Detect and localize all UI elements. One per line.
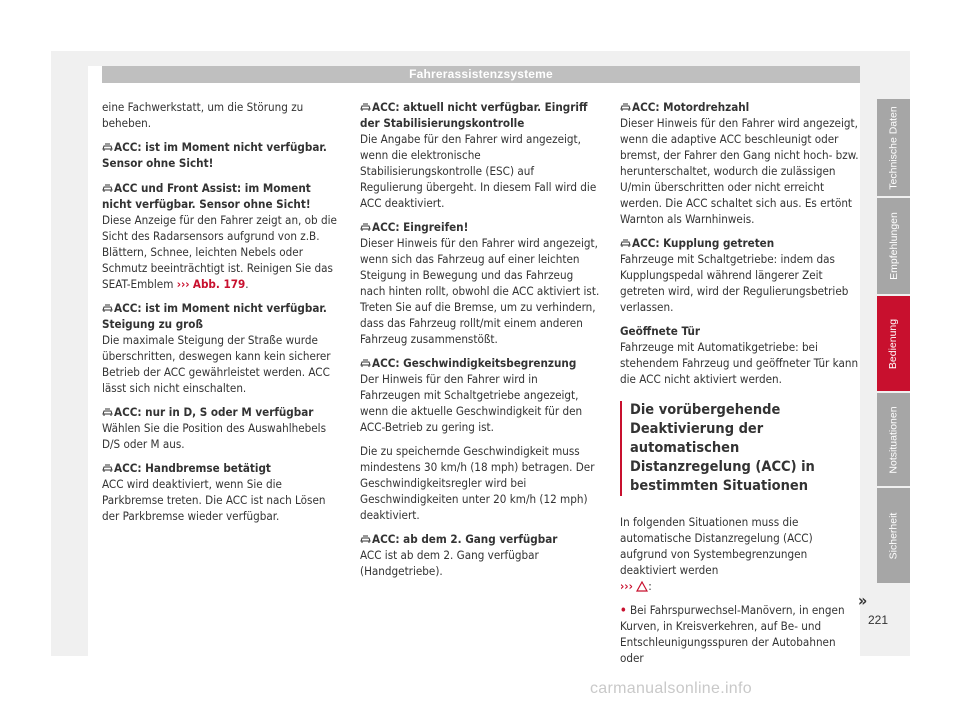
body-text: Fahrzeuge mit Schaltgetriebe: indem das Kupplungspedal während längerer Zeit getreten wird, wird der Regulierungsbetrieb verlassen. [620,252,849,314]
acc-car-icon [102,304,113,313]
acc-car-icon [102,464,113,473]
acc-message-heading: ACC: Handbremse betätigt [102,460,342,476]
acc-car-icon [620,239,631,248]
acc-car-icon [360,223,371,232]
column-left [102,99,342,532]
body-text: Die zu speichernde Geschwindigkeit muss mindestens 30 km/h (18 mph) betragen. Der Geschwindigkeitsregler wird bei Geschwindigkeiten unter 20 km/h (12 mph) deaktiviert. [360,444,595,522]
body-text: Wählen Sie die Position des Auswahlhebels D/S oder M aus. [102,421,327,451]
cross-reference-arrow: ››› [176,277,190,291]
acc-car-icon [102,143,113,152]
acc-message-heading: ACC: Geschwindigkeitsbegrenzung [360,355,600,371]
subheading-open-door: Geöffnete Tür [620,324,701,338]
acc-message-heading: ACC: ist im Moment nicht verfügbar. Sensor ohne Sicht! [102,140,327,170]
acc-message-heading: ACC: Eingreifen! [360,219,600,235]
body-text: Diese Anzeige für den Fahrer zeigt an, ob die Sicht des Radarsensors aufgrund von z.B. Blättern, Schnee, leichten Nebels oder Schmutz beeinträchtigt ist. Reinigen Sie das SEAT-Emblem ››› Abb. 179. [102,213,337,291]
body-text: Dieser Hinweis für den Fahrer wird angezeigt, wenn sich das Fahrzeug auf einer leichten Steigung in Bewegung und das Fahrzeug nach hinten rollt, obwohl die ACC aktiviert ist. Treten Sie auf die Bremse, um zu verhindern, dass das Fahrzeug rollt/mit einem anderen Fahrzeug zusammenstößt. [360,236,600,346]
body-text: ACC ist ab dem 2. Gang verfügbar (Handgetriebe). [360,548,539,578]
chapter-header: Fahrerassistenzsysteme [102,66,860,83]
watermark: carmanualsonline.info [590,680,752,697]
body-text: In folgenden Situationen muss die automatische Distanzregelung (ACC) aufgrund von Systembegrenzungen deaktiviert werden ››› : [620,515,813,593]
acc-message-heading: ACC: ab dem 2. Gang verfügbar [360,531,600,547]
body-text: ACC wird deaktiviert, wenn Sie die Parkbremse treten. Die ACC ist nach Lösen der Parkbremse wieder verfügbar. [102,477,326,523]
cross-reference-arrow: ››› [620,579,633,593]
figure-reference-link[interactable]: Abb. 179 [192,277,246,291]
acc-message-heading: ACC: aktuell nicht verfügbar. Eingriff der Stabilisierungskontrolle [360,100,588,130]
bullet-marker: • [620,603,627,617]
section-title: Die vorübergehende Deaktivierung der automatischen Distanzregelung (ACC) in bestimmten Situationen [620,401,860,496]
continued-marker: » [858,591,868,610]
tab-sicherheit[interactable]: Sicherheit [877,488,910,583]
body-text: Die Angabe für den Fahrer wird angezeigt, wenn die elektronische Stabilisierungskontrolle (ESC) auf Regulierung übergeht. In diesem Fall wird die ACC deaktiviert. [360,132,597,210]
warning-triangle-icon[interactable] [636,581,648,592]
body-text: Der Hinweis für den Fahrer wird in Fahrzeugen mit Schaltgetriebe angezeigt, wenn die aktuelle Geschwindigkeit für den ACC-Betrieb zu gering ist. [360,372,583,434]
tab-empfehlungen[interactable]: Empfehlungen [877,198,910,294]
column-right [620,99,860,674]
acc-message-heading: ACC: nur in D, S oder M verfügbar [102,404,342,420]
acc-car-icon [102,408,113,417]
acc-car-icon [360,535,371,544]
acc-car-icon [360,359,371,368]
page-number: 221 [868,613,889,627]
body-text: Dieser Hinweis für den Fahrer wird angezeigt, wenn die adaptive ACC beschleunigt oder bremst, der Fahrer den Gang nicht hoch- bzw. herunterschaltet, wodurch die zulässigen U/min überschritten oder nicht erreicht werden. Die ACC schaltet sich aus. Es ertönt Warnton als Warnhinweis. [620,116,859,226]
acc-message-heading: ACC: ist im Moment nicht verfügbar. Steigung zu groß [102,301,327,331]
tab-technische-daten[interactable]: Technische Daten [877,99,910,196]
body-text: Fahrzeuge mit Automatikgetriebe: bei stehendem Fahrzeug und geöffneter Tür kann die ACC nicht aktiviert werden. [620,340,859,386]
acc-car-icon [360,103,371,112]
acc-message-heading: ACC und Front Assist: im Moment nicht verfügbar. Sensor ohne Sicht! [102,181,311,211]
intro-text: eine Fachwerkstatt, um die Störung zu beheben. [102,100,304,130]
acc-car-icon [620,103,631,112]
column-middle [360,99,600,587]
acc-message-heading: ACC: Motordrehzahl [620,99,860,115]
bullet-item: • Bei Fahrspurwechsel-Manövern, in engen Kurven, in Kreisverkehren, auf Be- und Entschleunigungsspuren der Autobahnen oder [620,603,845,665]
acc-car-icon [102,184,113,193]
acc-message-heading: ACC: Kupplung getreten [620,235,860,251]
tab-notsituationen[interactable]: Notsituationen [877,393,910,486]
body-text: Die maximale Steigung der Straße wurde überschritten, deswegen kann kein sicherer Betrieb der ACC gewährleistet werden. ACC lässt sich nicht einschalten. [102,333,331,395]
tab-bedienung[interactable]: Bedienung [877,296,910,391]
